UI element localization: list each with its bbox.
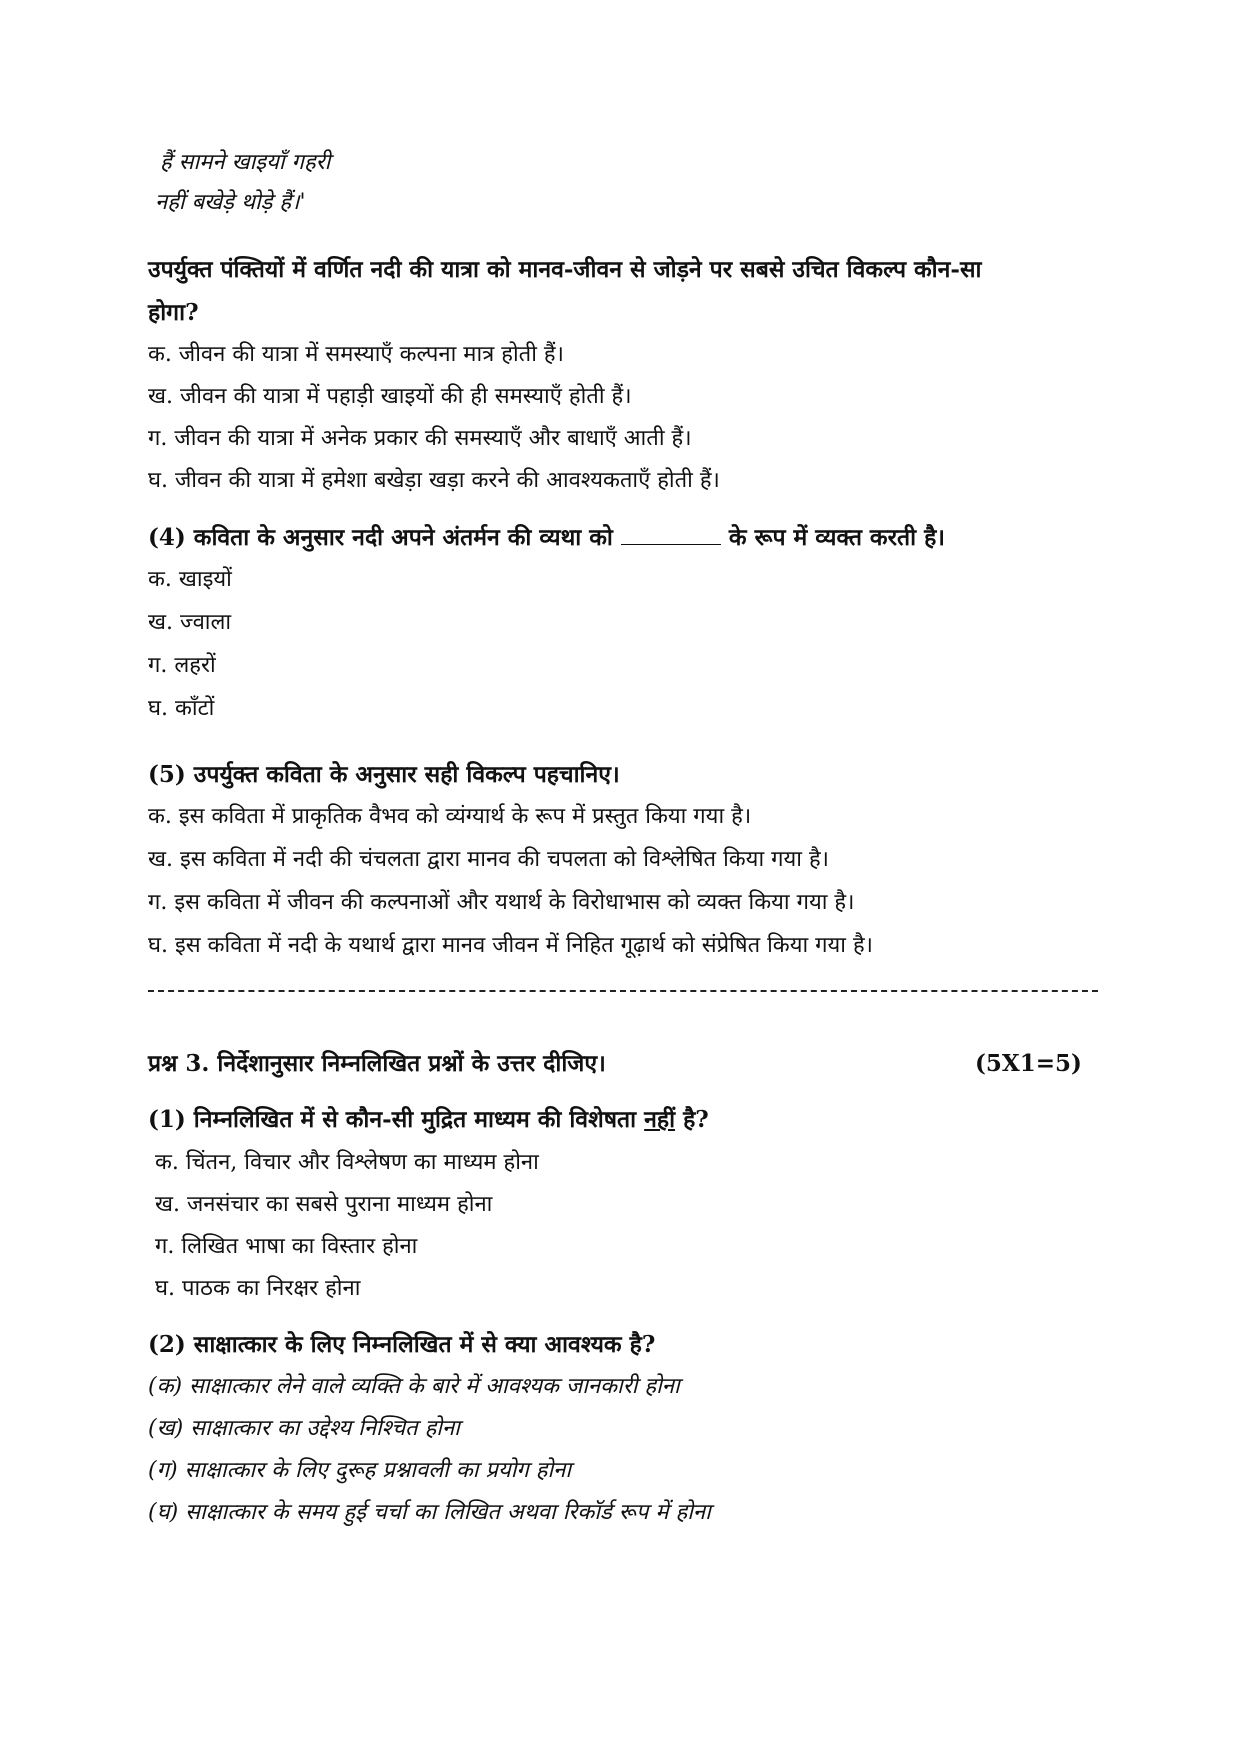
option-kha: ख. इस कविता में नदी की चंचलता द्वारा मानव की चपलता को विश्लेषित किया गया है। (148, 847, 829, 872)
question-text: (5) उपर्युक्त कविता के अनुसार सही विकल्प पहचानिए। (148, 761, 620, 788)
fill-in-blank (621, 522, 721, 545)
option-ga: ग. लहरों (148, 653, 216, 678)
question-text: उपर्युक्त पंक्तियों में वर्णित नदी की यात्रा को मानव-जीवन से जोड़ने पर सबसे उचित विकल्प कौन-सा (148, 256, 982, 283)
option-kha: ख. ज्वाला (148, 610, 232, 635)
option-gha: घ. काँटों (148, 696, 215, 721)
underlined-word: नहीं (644, 1106, 676, 1133)
option-kha: (ख) साक्षात्कार का उद्देश्य निश्चित होना (148, 1416, 460, 1441)
question-after-underline: है? (683, 1106, 709, 1133)
option-ga: ग. जीवन की यात्रा में अनेक प्रकार की समस्याएँ और बाधाएँ आती हैं। (148, 426, 692, 451)
option-kha: ख. जीवन की यात्रा में पहाड़ी खाइयों की ही समस्याएँ होती हैं। (148, 384, 632, 409)
section-marks: (5X1=5) (975, 1050, 1082, 1077)
option-ga: ग. इस कविता में जीवन की कल्पनाओं और यथार्थ के विरोधाभास को व्यक्त किया गया है। (148, 890, 855, 915)
question-after-blank: के रूप में व्यक्त करती है। (728, 524, 946, 551)
question-text: (2) साक्षात्कार के लिए निम्नलिखित में से क्या आवश्यक है? (148, 1331, 656, 1358)
question-text (148, 1105, 709, 1135)
poem-line: नहीं बखेड़े थोड़े हैं।' (155, 190, 306, 215)
question-before-underline: (1) निम्नलिखित में से कौन-सी मुद्रित माध्यम की विशेषता (148, 1106, 637, 1133)
option-ka: क. खाइयों (148, 567, 232, 592)
question-before-blank: (4) कविता के अनुसार नदी अपने अंतर्मन की व्यथा को (148, 524, 613, 551)
question-text: होगा? (148, 299, 199, 326)
option-gha: घ. पाठक का निरक्षर होना (155, 1276, 361, 1301)
option-gha: (घ) साक्षात्कार के समय हुई चर्चा का लिखित अथवा रिकॉर्ड रूप में होना (148, 1500, 711, 1525)
option-ga: (ग) साक्षात्कार के लिए दुरूह प्रश्नावली का प्रयोग होना (148, 1458, 572, 1483)
option-gha: घ. इस कविता में नदी के यथार्थ द्वारा मानव जीवन में निहित गूढ़ार्थ को संप्रेषित किया गया है। (148, 933, 874, 958)
poem-line: हैं सामने खाइयाँ गहरी (160, 150, 331, 175)
section-heading: प्रश्न 3. निर्देशानुसार निम्नलिखित प्रश्नों के उत्तर दीजिए। (148, 1050, 606, 1077)
option-ka: क. जीवन की यात्रा में समस्याएँ कल्पना मात्र होती हैं। (148, 342, 564, 367)
option-ga: ग. लिखित भाषा का विस्तार होना (155, 1234, 418, 1259)
option-kha: ख. जनसंचार का सबसे पुराना माध्यम होना (155, 1192, 493, 1217)
option-ka: क. इस कविता में प्राकृतिक वैभव को व्यंग्यार्थ के रूप में प्रस्तुत किया गया है। (148, 804, 752, 829)
option-ka: (क) साक्षात्कार लेने वाले व्यक्ति के बारे में आवश्यक जानकारी होना (148, 1374, 680, 1399)
section-divider (148, 990, 1098, 992)
option-gha: घ. जीवन की यात्रा में हमेशा बखेड़ा खड़ा करने की आवश्यकताएँ होती हैं। (148, 468, 720, 493)
question-text (148, 522, 945, 553)
option-ka: क. चिंतन, विचार और विश्लेषण का माध्यम होना (155, 1150, 539, 1175)
